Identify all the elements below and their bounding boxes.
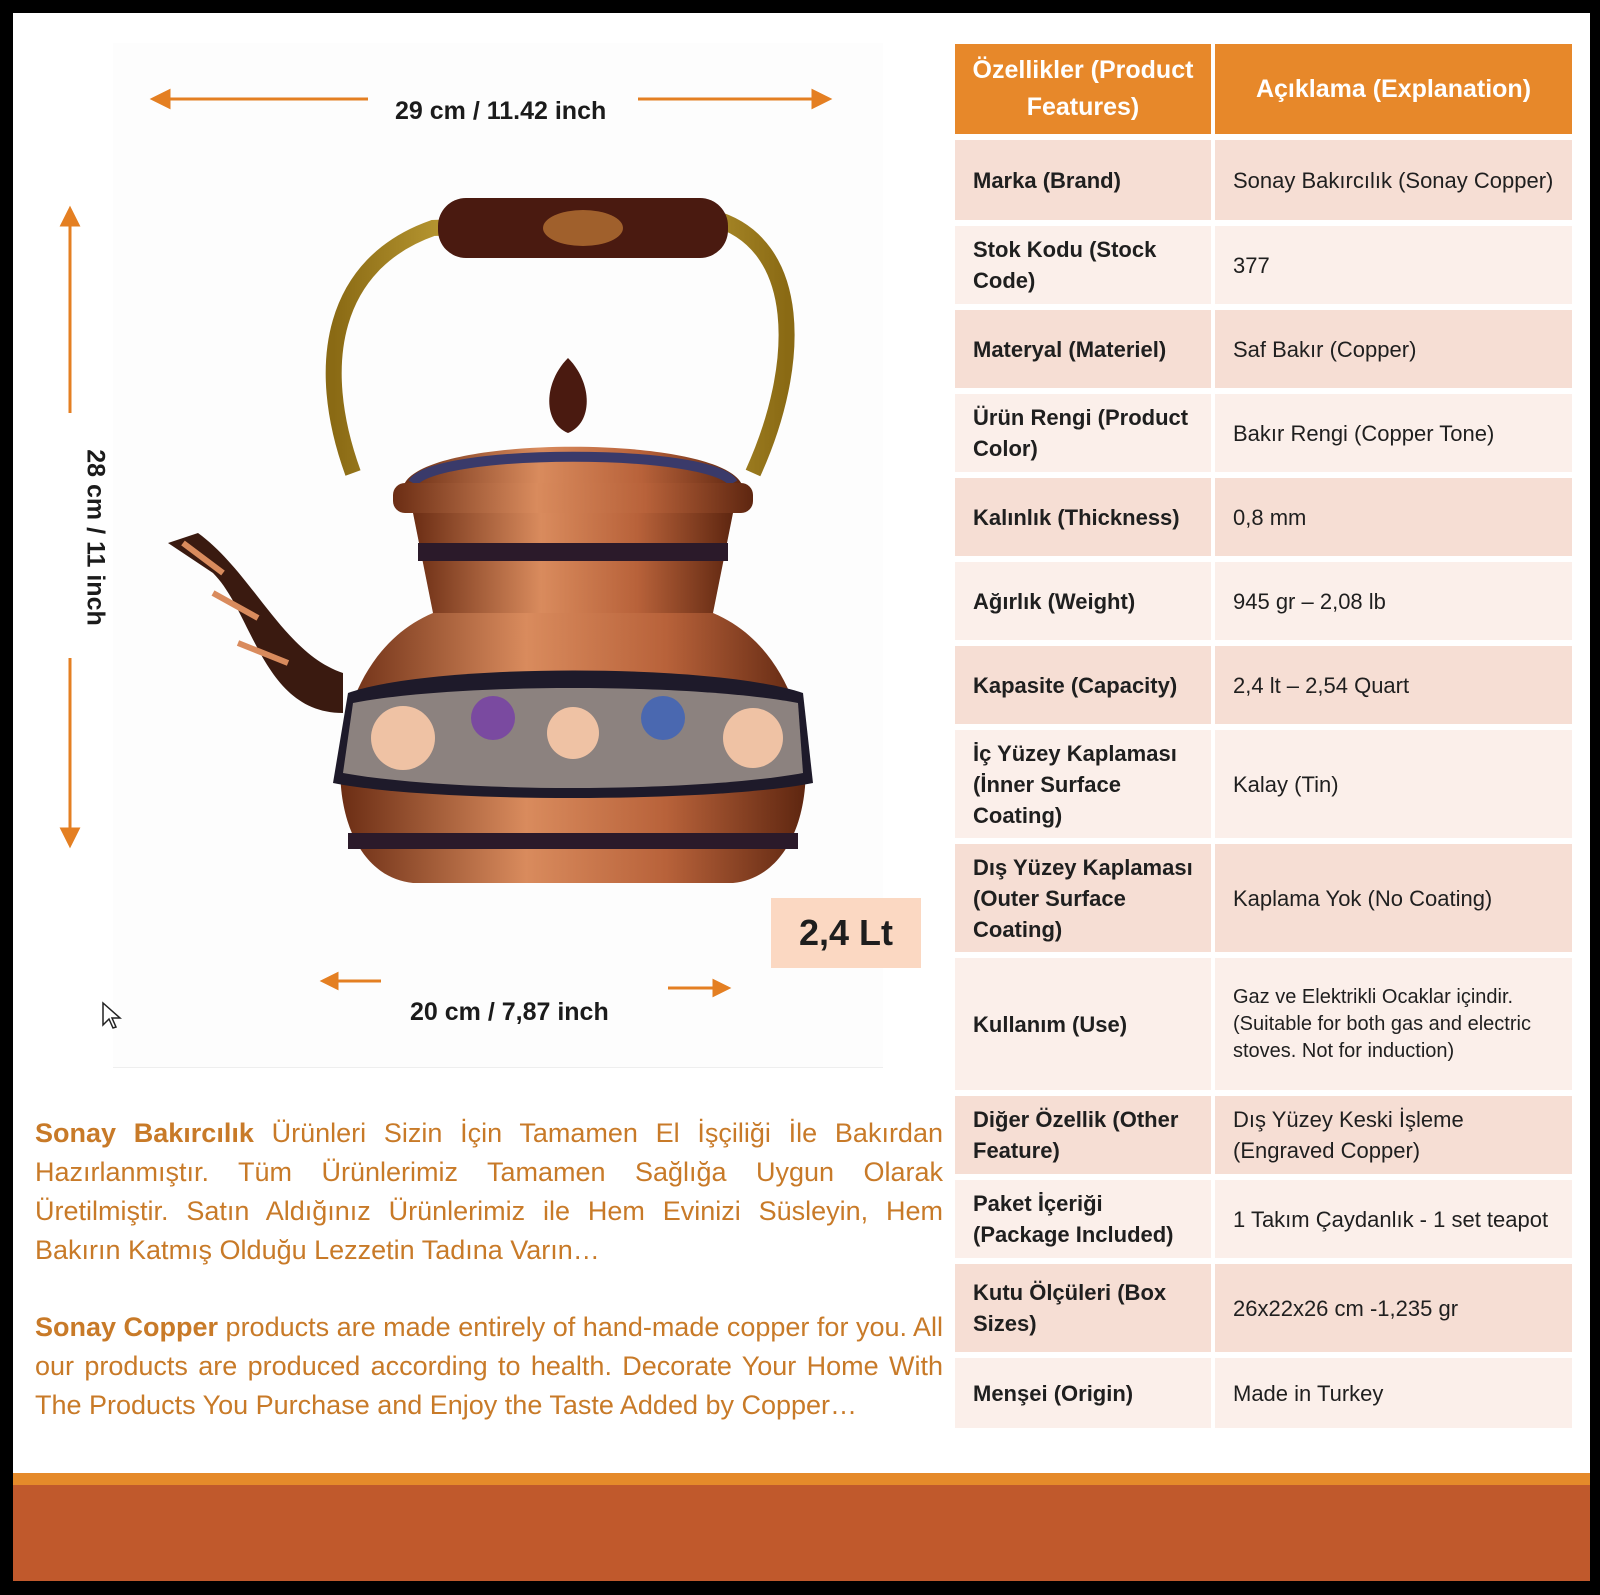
spec-row <box>955 562 1572 640</box>
spec-feature: Kapasite (Capacity) <box>955 646 1211 724</box>
spec-feature: Kutu Ölçüleri (Box Sizes) <box>955 1264 1211 1352</box>
brand-name-tr: Sonay Bakırcılık <box>35 1118 254 1148</box>
lid-knob <box>549 358 587 433</box>
spec-feature: İç Yüzey Kaplaması (İnner Surface Coating) <box>955 730 1211 838</box>
spec-value: Kaplama Yok (No Coating) <box>1211 844 1572 952</box>
description-en-text: products are made entirely of hand-made copper for you. All our products are produced according to health. Decorate Your Home With The Products You Purchase and Enjoy the Taste Added by Copper… <box>35 1312 944 1420</box>
product-spec-table <box>955 38 1572 1434</box>
spec-feature: Ürün Rengi (Product Color) <box>955 394 1211 472</box>
base-dimension-label: 20 cm / 7,87 inch <box>410 998 609 1026</box>
spec-value: 2,4 lt – 2,54 Quart <box>1211 646 1572 724</box>
spec-value: Sonay Bakırcılık (Sonay Copper) <box>1211 140 1572 220</box>
width-arrowhead-left <box>153 91 169 107</box>
spec-value: Gaz ve Elektrikli Ocaklar içindir. (Suitable for both gas and electric stoves. Not for induction) <box>1211 958 1572 1090</box>
header-features: Özellikler (Product Features) <box>955 44 1211 134</box>
spec-row <box>955 394 1572 472</box>
spec-row <box>955 226 1572 304</box>
capacity-badge: 2,4 Lt <box>771 898 921 968</box>
spec-row <box>955 478 1572 556</box>
spec-value: Saf Bakır (Copper) <box>1211 310 1572 388</box>
spec-feature: Kullanım (Use) <box>955 958 1211 1090</box>
footer-accent-line <box>13 1473 1590 1485</box>
spec-value: 1 Takım Çaydanlık - 1 set teapot <box>1211 1180 1572 1258</box>
mouse-cursor-icon <box>101 1001 123 1031</box>
spec-row <box>955 1180 1572 1258</box>
spec-value: Kalay (Tin) <box>1211 730 1572 838</box>
spec-value: Made in Turkey <box>1211 1358 1572 1428</box>
spec-feature: Stok Kodu (Stock Code) <box>955 226 1211 304</box>
height-arrowhead-up <box>62 209 78 225</box>
spec-feature: Kalınlık (Thickness) <box>955 478 1211 556</box>
height-dimension-label: 28 cm / 11 inch <box>81 449 110 626</box>
spec-row <box>955 140 1572 220</box>
spec-row <box>955 646 1572 724</box>
spec-feature: Materyal (Materiel) <box>955 310 1211 388</box>
description-tr-text: Ürünleri Sizin İçin Tamamen El İşçiliği İle Bakırdan Hazırlanmıştır. Tüm Ürünlerimiz Tamamen Sağlığa Uygun Olarak Üretilmiştir. Satın Aldığınız Ürünlerimiz ile Hem Evinizi Süsleyin, Hem Bakırın Katmış Olduğu Lezzetin Tadına Varın… <box>35 1118 943 1265</box>
spec-row <box>955 1264 1572 1352</box>
spec-value: 0,8 mm <box>1211 478 1572 556</box>
teapot-illustration <box>168 198 813 883</box>
spec-feature: Dış Yüzey Kaplaması (Outer Surface Coating) <box>955 844 1211 952</box>
spec-feature: Paket İçeriği (Package Included) <box>955 1180 1211 1258</box>
spec-feature: Ağırlık (Weight) <box>955 562 1211 640</box>
spec-feature: Menşei (Origin) <box>955 1358 1211 1428</box>
spec-row <box>955 730 1572 838</box>
spec-row <box>955 958 1572 1090</box>
product-page <box>13 13 1590 1581</box>
spec-row <box>955 310 1572 388</box>
spec-feature: Marka (Brand) <box>955 140 1211 220</box>
width-dimension-label: 29 cm / 11.42 inch <box>395 97 607 125</box>
spec-table-header <box>955 44 1572 134</box>
base-arrowhead-right <box>714 981 728 995</box>
height-arrowhead-down <box>62 829 78 845</box>
brand-name-en: Sonay Copper <box>35 1312 219 1342</box>
spec-value: Dış Yüzey Keski İşleme (Engraved Copper) <box>1211 1096 1572 1174</box>
spec-feature: Diğer Özellik (Other Feature) <box>955 1096 1211 1174</box>
spec-row <box>955 1358 1572 1428</box>
description-turkish <box>35 1114 943 1270</box>
spec-row <box>955 1096 1572 1174</box>
base-arrowhead-left <box>323 974 337 988</box>
spec-value: 945 gr – 2,08 lb <box>1211 562 1572 640</box>
spec-value: Bakır Rengi (Copper Tone) <box>1211 394 1572 472</box>
footer-band <box>13 1485 1590 1581</box>
width-arrowhead-right <box>813 91 829 107</box>
spec-row <box>955 844 1572 952</box>
spec-value: 26x22x26 cm -1,235 gr <box>1211 1264 1572 1352</box>
description-english <box>35 1308 943 1425</box>
spec-value: 377 <box>1211 226 1572 304</box>
header-explanation: Açıklama (Explanation) <box>1211 44 1572 134</box>
